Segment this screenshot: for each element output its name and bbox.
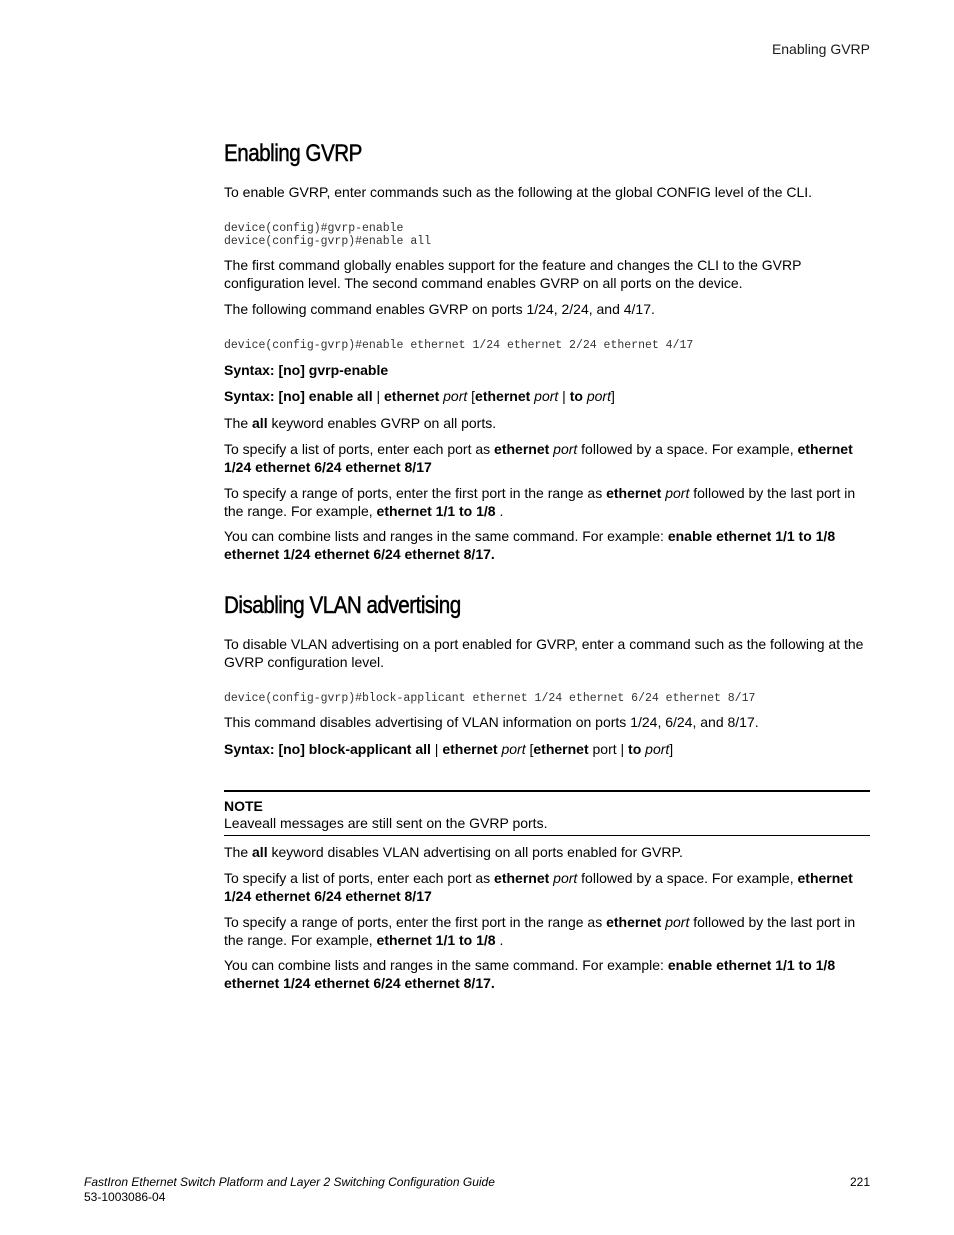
paragraph	[224, 528, 870, 563]
footer-doc-number: 53-1003086-04	[84, 1190, 166, 1204]
syntax-text: port |	[588, 741, 629, 757]
paragraph	[224, 301, 870, 319]
syntax-text: Syntax: [no] block-applicant all	[224, 741, 431, 757]
example-command: enable ethernet 1/1 to 1/8 ethernet 1/24 ethernet 6/24 ethernet 8/17.	[224, 528, 836, 562]
paragraph-text: followed by the last port in the range. For example,	[224, 914, 856, 948]
page-number: 221	[849, 1175, 870, 1189]
syntax-text: |	[372, 388, 385, 404]
syntax-text: [	[467, 388, 476, 404]
syntax-variable: port	[443, 388, 468, 404]
syntax-text: Syntax: [no] enable all	[224, 388, 373, 404]
paragraph-text: followed by a space. For example,	[577, 441, 798, 457]
code-line: device(config-gvrp)#enable all	[224, 235, 432, 248]
paragraph	[224, 914, 870, 949]
syntax-variable: port	[501, 741, 526, 757]
paragraph-text: .	[495, 931, 504, 948]
syntax-keyword: ethernet	[384, 388, 440, 404]
paragraph	[224, 485, 870, 520]
paragraph	[224, 714, 870, 732]
paragraph	[224, 870, 870, 905]
syntax-variable: port	[586, 388, 611, 404]
paragraph-text: You can combine lists and ranges in the same command. For example:	[224, 957, 668, 973]
note-box	[224, 790, 870, 836]
keyword: all	[252, 415, 268, 431]
paragraph-text: keyword enables GVRP on all ports.	[267, 415, 497, 431]
variable: port	[665, 914, 690, 930]
paragraph	[224, 441, 870, 476]
paragraph-text: To specify a range of ports, enter the first port in the range as	[224, 914, 607, 930]
syntax-keyword: ethernet	[533, 741, 589, 757]
intro-paragraph	[224, 636, 870, 671]
paragraph-text: You can combine lists and ranges in the same command. For example:	[224, 528, 668, 544]
code-block	[224, 692, 870, 705]
syntax-text: |	[558, 388, 570, 404]
syntax-keyword: ethernet	[475, 388, 531, 404]
code-line: device(config-gvrp)#block-applicant ethernet 1/24 ethernet 6/24 ethernet 8/17	[224, 692, 756, 705]
intro-paragraph	[224, 184, 870, 202]
footer-title: FastIron Ethernet Switch Platform and Layer 2 Switching Configuration Guide	[84, 1175, 495, 1189]
syntax-text: ]	[669, 741, 674, 757]
paragraph	[224, 257, 870, 292]
syntax-keyword: to	[628, 741, 642, 757]
keyword: all	[252, 844, 268, 860]
syntax-text: Syntax: [no] gvrp-enable	[224, 362, 389, 378]
syntax-line	[224, 362, 870, 380]
code-line: device(config-gvrp)#enable ethernet 1/24 ethernet 2/24 ethernet 4/17	[224, 339, 694, 352]
paragraph	[224, 415, 870, 433]
keyword: ethernet	[606, 485, 662, 501]
page-footer	[84, 1175, 870, 1205]
example-command: ethernet 1/24 ethernet 6/24 ethernet 8/17	[224, 870, 853, 904]
note-title: NOTE	[224, 798, 263, 814]
variable: port	[665, 485, 690, 501]
paragraph	[224, 844, 870, 862]
keyword: ethernet	[606, 914, 662, 930]
paragraph-text: The	[224, 415, 253, 431]
paragraph	[224, 957, 870, 992]
note-text: Leaveall messages are still sent on the GVRP ports.	[224, 815, 548, 831]
code-block	[224, 222, 870, 248]
code-line: device(config)#gvrp-enable	[224, 222, 404, 235]
running-head: Enabling GVRP	[771, 41, 870, 57]
paragraph-text: To enable GVRP, enter commands such as the following at the global CONFIG level of the CLI.	[224, 184, 813, 200]
syntax-line	[224, 388, 870, 406]
paragraph-text: The	[224, 844, 253, 860]
paragraph-text: To specify a list of ports, enter each port as	[224, 441, 495, 457]
variable: port	[553, 870, 578, 886]
variable: port	[553, 441, 578, 457]
syntax-variable: port	[645, 741, 670, 757]
syntax-text: |	[430, 741, 443, 757]
code-block	[224, 339, 870, 352]
paragraph-text: followed by the last port in the range. For example,	[224, 485, 856, 519]
section-disabling-vlan-advertising	[224, 592, 870, 620]
paragraph-text: This command disables advertising of VLAN information on ports 1/24, 6/24, and 8/17.	[224, 714, 759, 730]
section-heading: Enabling GVRP	[224, 140, 362, 167]
keyword: ethernet	[494, 870, 550, 886]
syntax-keyword: to	[569, 388, 583, 404]
paragraph-text: .	[495, 502, 504, 519]
syntax-text: ]	[610, 388, 615, 404]
paragraph-text: keyword disables VLAN advertising on all ports enabled for GVRP.	[267, 844, 683, 860]
example-command: ethernet 1/1 to 1/8	[376, 502, 496, 519]
section-heading: Disabling VLAN advertising	[224, 592, 461, 619]
paragraph-text: To specify a range of ports, enter the first port in the range as	[224, 485, 607, 501]
example-command: ethernet 1/24 ethernet 6/24 ethernet 8/17	[224, 441, 853, 475]
section-enabling-gvrp	[224, 140, 870, 168]
paragraph-text: The following command enables GVRP on ports 1/24, 2/24, and 4/17.	[224, 301, 655, 317]
example-command: enable ethernet 1/1 to 1/8 ethernet 1/24 ethernet 6/24 ethernet 8/17.	[224, 957, 836, 991]
syntax-keyword: ethernet	[442, 741, 498, 757]
syntax-text: [	[525, 741, 534, 757]
keyword: ethernet	[494, 441, 550, 457]
paragraph-text: The first command globally enables support for the feature and changes the CLI to the GVRP configuration level. The second command enables GVRP on all ports on the device.	[224, 257, 802, 291]
paragraph-text: followed by a space. For example,	[577, 870, 798, 886]
syntax-variable: port	[534, 388, 559, 404]
paragraph-text: To disable VLAN advertising on a port enabled for GVRP, enter a command such as the following at the GVRP configuration level.	[224, 636, 864, 670]
syntax-line	[224, 741, 870, 759]
paragraph-text: To specify a list of ports, enter each port as	[224, 870, 495, 886]
example-command: ethernet 1/1 to 1/8	[376, 931, 496, 948]
